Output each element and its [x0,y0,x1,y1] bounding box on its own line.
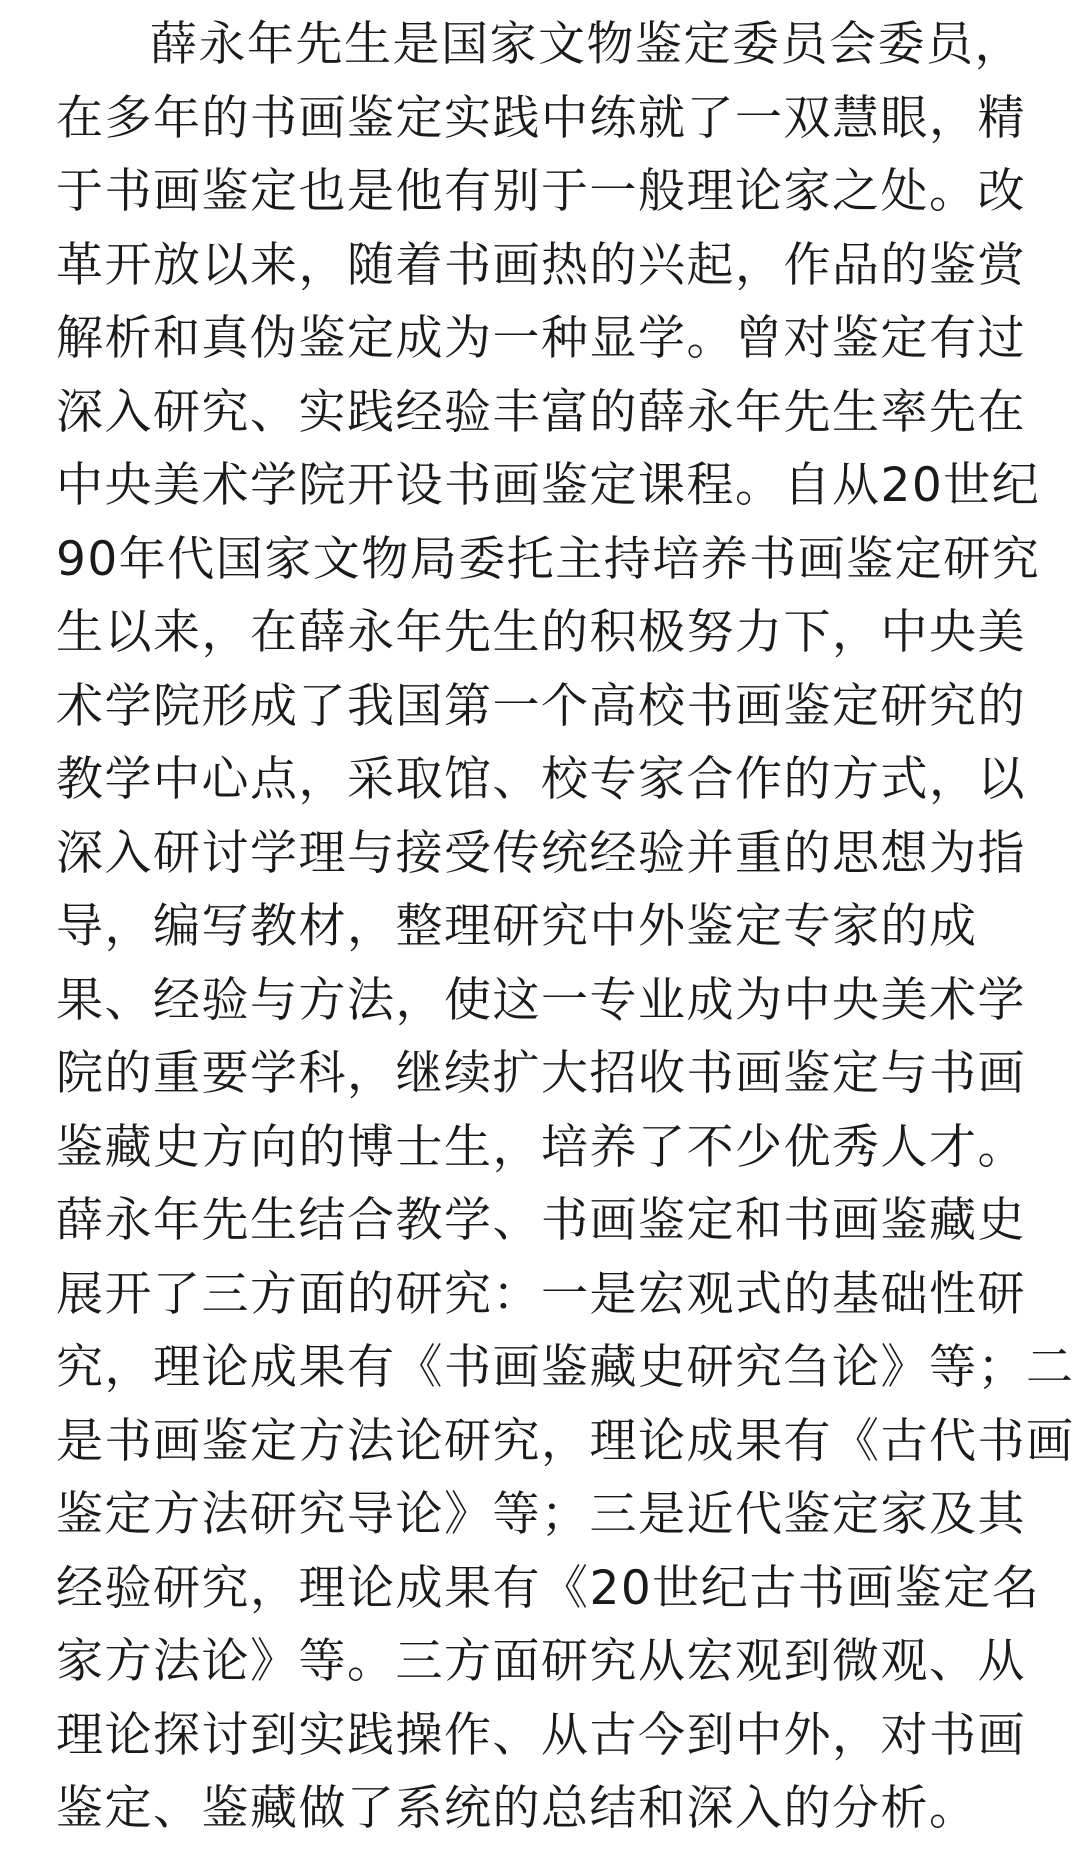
text-line: 在多年的书画鉴定实践中练就了一双慧眼，精 [56,90,1026,146]
text-line: 是书画鉴定方法论研究，理论成果有《古代书画 [56,1413,1075,1469]
text-line: 经验研究，理论成果有《20世纪古书画鉴定名 [56,1560,1041,1616]
text-line: 中央美术学院开设书画鉴定课程。自从20世纪 [56,458,1041,513]
text-line: 院的重要学科，继续扩大招收书画鉴定与书画 [56,1046,1026,1101]
text-line: 深入研究、实践经验丰富的薛永年先生率先在 [56,384,1026,440]
text-line: 导，编写教材，整理研究中外鉴定专家的成 [56,899,978,954]
text-line: 深入研讨学理与接受传统经验并重的思想为指 [56,825,1026,881]
text-line: 解析和真伪鉴定成为一种显学。曾对鉴定有过 [56,311,1026,366]
text-line: 薛永年先生结合教学、书画鉴定和书画鉴藏史 [56,1193,1026,1248]
text-line: 理论探讨到实践操作、从古今到中外，对书画 [56,1707,1026,1763]
text-line: 教学中心点，采取馆、校专家合作的方式，以 [56,752,1026,807]
text-line: 家方法论》等。三方面研究从宏观到微观、从 [56,1634,1026,1689]
text-line: 鉴定方法研究导论》等；三是近代鉴定家及其 [56,1487,1026,1542]
text-line: 究，理论成果有《书画鉴藏史研究刍论》等；二 [56,1340,1075,1395]
text-line: 鉴定、鉴藏做了系统的总结和深入的分析。 [56,1781,978,1836]
text-line: 90年代国家文物局委托主持培养书画鉴定研究 [56,531,1041,587]
text-line: 展开了三方面的研究：一是宏观式的基础性研 [56,1266,1026,1322]
text-line: 鉴藏史方向的博士生，培养了不少优秀人才。 [56,1119,1026,1175]
text-line: 于书画鉴定也是他有别于一般理论家之处。改 [56,164,1026,219]
text-line: 果、经验与方法，使这一专业成为中央美术学 [56,972,1026,1028]
text-line: 术学院形成了我国第一个高校书画鉴定研究的 [56,678,1026,734]
text-line: 生以来，在薛永年先生的积极努力下，中央美 [56,605,1026,660]
article-paragraph [56,8,1075,1846]
text-line: 革开放以来，随着书画热的兴起，作品的鉴赏 [56,237,1026,293]
text-line: 薛永年先生是国家文物鉴定委员会委员， [150,17,1023,72]
